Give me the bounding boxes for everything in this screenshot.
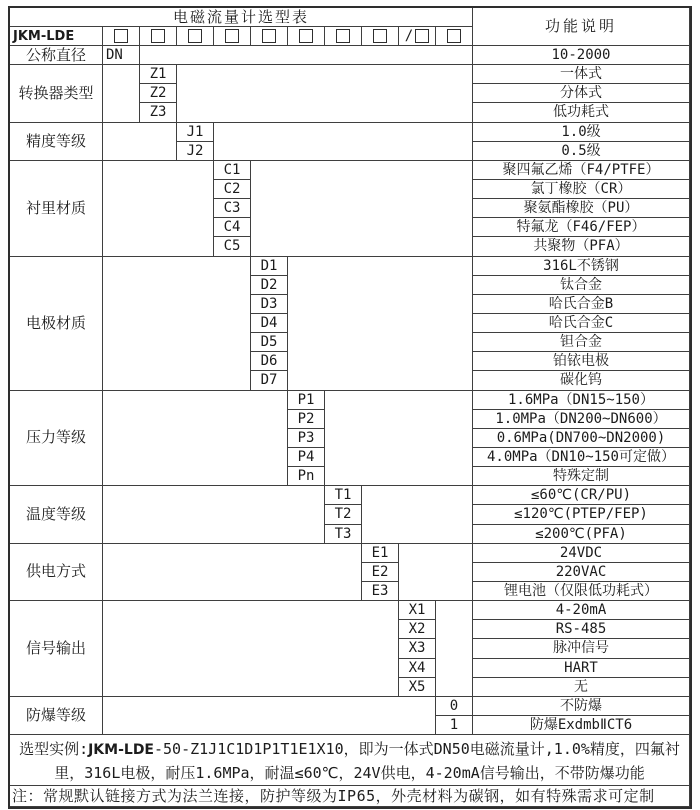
model-checkbox-cell-9[interactable]	[399, 27, 436, 46]
option-desc: 一体式	[473, 65, 690, 84]
option-code: D1	[251, 257, 288, 276]
option-desc: 钽合金	[473, 333, 690, 352]
option-code: DN	[103, 46, 140, 65]
model-checkbox-cell-7[interactable]	[325, 27, 362, 46]
example-prefix: 选型实例:	[19, 740, 89, 759]
model-checkbox-cell-10[interactable]	[436, 27, 473, 46]
slash-mark: /	[404, 28, 414, 44]
selection-table	[8, 6, 692, 809]
option-desc: 24VDC	[473, 544, 690, 563]
empty-cell	[140, 46, 473, 65]
option-code: P2	[288, 410, 325, 429]
option-code: D5	[251, 333, 288, 352]
option-desc: ≤120℃(PTEP/FEP)	[473, 505, 690, 524]
option-code: Pn	[288, 467, 325, 486]
checkbox-icon[interactable]	[151, 29, 165, 43]
option-desc: 4.0MPa（DN10~150可定做）	[473, 448, 690, 467]
section-label-signal: 信号输出	[10, 601, 103, 697]
section-label-accuracy: 精度等级	[10, 123, 103, 161]
option-code: E3	[362, 582, 399, 601]
option-code: C2	[214, 180, 251, 199]
empty-cell	[103, 123, 177, 161]
checkbox-icon[interactable]	[415, 29, 429, 43]
option-desc: 聚氨酯橡胶（PU）	[473, 199, 690, 218]
option-desc: 分体式	[473, 84, 690, 103]
option-code: T3	[325, 525, 362, 544]
option-desc: 铂铱电极	[473, 352, 690, 371]
option-code: Z3	[140, 103, 177, 122]
option-code: 1	[436, 716, 473, 735]
empty-cell	[362, 486, 473, 543]
checkbox-icon[interactable]	[188, 29, 202, 43]
option-code: Z2	[140, 84, 177, 103]
option-desc: ≤200℃(PFA)	[473, 525, 690, 544]
empty-cell	[436, 601, 473, 697]
option-code: E2	[362, 563, 399, 582]
checkbox-icon[interactable]	[336, 29, 350, 43]
checkbox-icon[interactable]	[447, 29, 461, 43]
option-desc: 特氟龙（F46/FEP）	[473, 218, 690, 237]
option-code: C4	[214, 218, 251, 237]
option-code: J1	[177, 123, 214, 142]
section-label-temperature: 温度等级	[10, 486, 103, 543]
empty-cell	[399, 544, 473, 601]
option-code: X1	[399, 601, 436, 620]
model-checkbox-cell-4[interactable]	[214, 27, 251, 46]
example-text: -50-Z1J1C1D1P1T1E1X10，即为一体式DN50电磁流量计,1.0%精度，四氟衬里，316L电极，耐压1.6MPa，耐温≤60℃，24V供电，4-20mA信号输出，不带防爆功能	[54, 740, 680, 783]
checkbox-icon[interactable]	[262, 29, 276, 43]
option-desc: 脉冲信号	[473, 639, 690, 658]
option-code: D4	[251, 314, 288, 333]
option-code: D7	[251, 371, 288, 390]
section-label-converter: 转换器类型	[10, 65, 103, 122]
option-desc: 316L不锈钢	[473, 257, 690, 276]
option-code: C1	[214, 161, 251, 180]
model-checkbox-cell-3[interactable]	[177, 27, 214, 46]
option-code: T2	[325, 505, 362, 524]
empty-cell	[103, 544, 362, 601]
empty-cell	[325, 391, 473, 487]
option-desc: 低功耗式	[473, 103, 690, 122]
option-code: D2	[251, 276, 288, 295]
empty-cell	[288, 257, 473, 391]
model-checkbox-cell-5[interactable]	[251, 27, 288, 46]
option-desc: 哈氏合金C	[473, 314, 690, 333]
empty-cell	[251, 161, 473, 257]
example-model: JKM-LDE	[88, 742, 154, 759]
option-desc: 锂电池（仅限低功耗式）	[473, 582, 690, 601]
option-desc: 防爆ExdmbⅡCT6	[473, 716, 690, 735]
section-label-lining: 衬里材质	[10, 161, 103, 257]
model-checkbox-cell-8[interactable]	[362, 27, 399, 46]
model-prefix: JKM-LDE	[10, 27, 103, 46]
option-desc: 1.0MPa（DN200~DN600）	[473, 410, 690, 429]
empty-cell	[214, 123, 473, 161]
page-title: 电磁流量计选型表	[10, 8, 473, 27]
section-label-dn: 公称直径	[10, 46, 103, 65]
option-code: X2	[399, 620, 436, 639]
option-code: X3	[399, 639, 436, 658]
option-desc: 0.6MPa(DN700~DN2000)	[473, 429, 690, 448]
option-code: D6	[251, 352, 288, 371]
option-code: Z1	[140, 65, 177, 84]
option-code: 0	[436, 697, 473, 716]
option-desc: 氯丁橡胶（CR）	[473, 180, 690, 199]
option-desc: 220VAC	[473, 563, 690, 582]
checkbox-icon[interactable]	[299, 29, 313, 43]
option-desc: 聚四氟乙烯（F4/PTFE）	[473, 161, 690, 180]
option-code: T1	[325, 486, 362, 505]
checkbox-icon[interactable]	[225, 29, 239, 43]
option-desc: 无	[473, 678, 690, 697]
option-desc: 1.0级	[473, 123, 690, 142]
checkbox-icon[interactable]	[114, 29, 128, 43]
empty-cell	[103, 257, 251, 391]
option-desc: 10-2000	[473, 46, 690, 65]
option-desc: 特殊定制	[473, 467, 690, 486]
model-checkbox-cell-6[interactable]	[288, 27, 325, 46]
empty-cell	[103, 391, 288, 487]
note: 注：常规默认链接方式为法兰连接，防护等级为IP65，外壳材料为碳钢，如有特殊需求可定制	[10, 786, 690, 807]
option-code: E1	[362, 544, 399, 563]
option-code: P3	[288, 429, 325, 448]
option-code: P1	[288, 391, 325, 410]
empty-cell	[103, 601, 399, 697]
selection-example	[10, 735, 690, 786]
section-label-electrode: 电极材质	[10, 257, 103, 391]
model-checkbox-cell-2[interactable]	[140, 27, 177, 46]
option-code: D3	[251, 295, 288, 314]
option-desc: ≤60℃(CR/PU)	[473, 486, 690, 505]
option-desc: RS-485	[473, 620, 690, 639]
empty-cell	[103, 486, 325, 543]
option-desc: 共聚物（PFA）	[473, 237, 690, 256]
section-label-pressure: 压力等级	[10, 391, 103, 487]
function-header: 功能说明	[473, 8, 690, 46]
option-code: C5	[214, 237, 251, 256]
option-desc: 碳化钨	[473, 371, 690, 390]
option-code: X5	[399, 678, 436, 697]
model-checkbox-cell-1[interactable]	[103, 27, 140, 46]
option-desc: 0.5级	[473, 142, 690, 161]
empty-cell	[177, 65, 473, 122]
option-desc: 1.6MPa（DN15~150）	[473, 391, 690, 410]
checkbox-icon[interactable]	[373, 29, 387, 43]
option-desc: 不防爆	[473, 697, 690, 716]
empty-cell	[103, 161, 214, 257]
option-desc: 哈氏合金B	[473, 295, 690, 314]
option-desc: HART	[473, 659, 690, 678]
option-code: X4	[399, 659, 436, 678]
empty-cell	[103, 697, 436, 735]
option-code: J2	[177, 142, 214, 161]
empty-cell	[103, 65, 140, 122]
section-label-explosion: 防爆等级	[10, 697, 103, 735]
option-desc: 钛合金	[473, 276, 690, 295]
option-code: P4	[288, 448, 325, 467]
option-code: C3	[214, 199, 251, 218]
option-desc: 4-20mA	[473, 601, 690, 620]
section-label-power: 供电方式	[10, 544, 103, 601]
